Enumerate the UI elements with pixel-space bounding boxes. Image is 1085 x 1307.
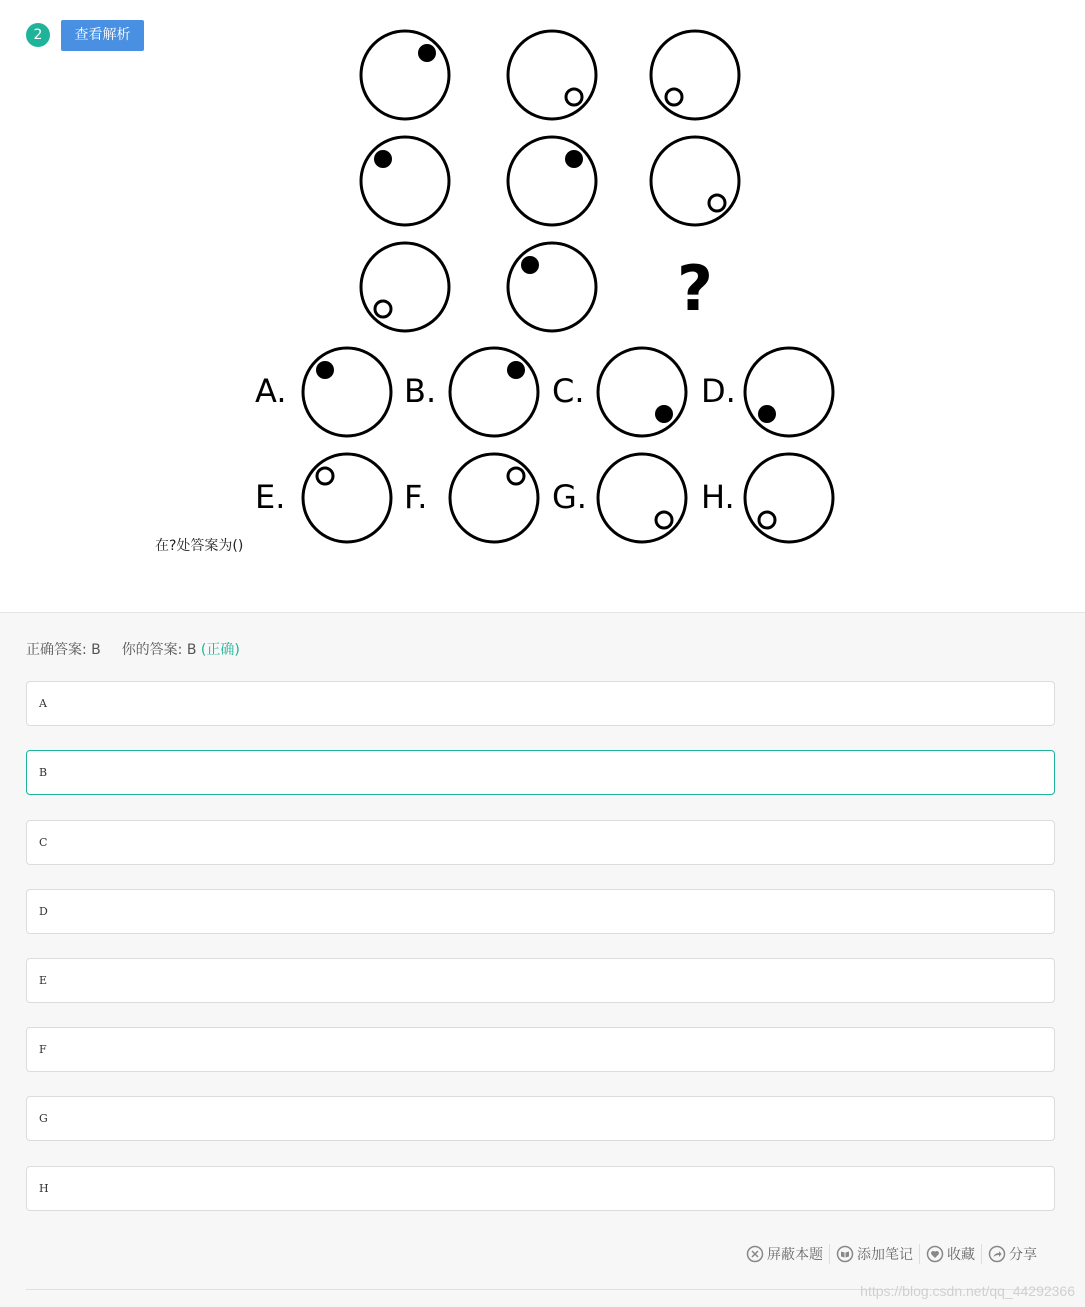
grid-dot-r2c2 bbox=[565, 150, 583, 168]
option-circle-h bbox=[745, 454, 833, 542]
option-dot-b bbox=[507, 361, 525, 379]
grid-dot-r3c2 bbox=[521, 256, 539, 274]
option-d[interactable]: D bbox=[26, 889, 1055, 934]
block-question-button[interactable] bbox=[740, 1244, 829, 1264]
your-answer-value: B bbox=[186, 642, 197, 658]
add-note-label: 添加笔记 bbox=[857, 1247, 913, 1263]
option-a[interactable]: A bbox=[26, 681, 1055, 726]
share-label: 分享 bbox=[1009, 1247, 1037, 1263]
option-circle-e bbox=[303, 454, 391, 542]
option-dot-g bbox=[656, 512, 672, 528]
grid-circle-r2c3 bbox=[651, 137, 739, 225]
option-dot-c bbox=[655, 405, 673, 423]
option-c[interactable]: C bbox=[26, 820, 1055, 865]
grid-circle-r2c1 bbox=[361, 137, 449, 225]
question-actions bbox=[740, 1244, 1043, 1264]
figure-option-label-c: C. bbox=[552, 372, 585, 410]
figure-option-label-f: F. bbox=[404, 478, 428, 516]
grid-dot-r1c3 bbox=[666, 89, 682, 105]
grid-dot-r3c1 bbox=[375, 301, 391, 317]
figure-option-label-g: G. bbox=[552, 478, 587, 516]
puzzle-figure bbox=[240, 20, 860, 550]
option-dot-d bbox=[758, 405, 776, 423]
grid-circle-r3c1 bbox=[361, 243, 449, 331]
option-dot-a bbox=[316, 361, 334, 379]
option-circle-b bbox=[450, 348, 538, 436]
grid-circle-r2c2 bbox=[508, 137, 596, 225]
view-analysis-button[interactable]: 查看解析 bbox=[61, 20, 144, 51]
grid-dot-r2c1 bbox=[374, 150, 392, 168]
option-e[interactable]: E bbox=[26, 958, 1055, 1003]
add-note-button[interactable] bbox=[830, 1244, 919, 1264]
figure-option-label-b: B. bbox=[404, 372, 437, 410]
close-circle-icon bbox=[746, 1245, 764, 1263]
option-dot-e bbox=[317, 468, 333, 484]
grid-circle-r1c1 bbox=[361, 31, 449, 119]
book-icon bbox=[836, 1245, 854, 1263]
grid-circle-r1c2 bbox=[508, 31, 596, 119]
grid-circle-r3c2 bbox=[508, 243, 596, 331]
figure-option-label-h: H. bbox=[701, 478, 735, 516]
option-h[interactable]: H bbox=[26, 1166, 1055, 1211]
option-circle-f bbox=[450, 454, 538, 542]
grid-question-mark: ? bbox=[677, 252, 713, 325]
watermark: https://blog.csdn.net/qq_44292366 bbox=[860, 1283, 1075, 1299]
answer-verdict: (正确) bbox=[200, 642, 240, 658]
question-stem: 在?处答案为() bbox=[155, 538, 244, 554]
favorite-label: 收藏 bbox=[947, 1247, 975, 1263]
grid-dot-r2c3 bbox=[709, 195, 725, 211]
option-circle-c bbox=[598, 348, 686, 436]
figure-option-label-e: E. bbox=[255, 478, 286, 516]
heart-icon bbox=[926, 1245, 944, 1263]
correct-answer-label: 正确答案: bbox=[26, 642, 87, 658]
your-answer-label: 你的答案: bbox=[121, 642, 183, 658]
grid-circle-r1c3 bbox=[651, 31, 739, 119]
option-circle-d bbox=[745, 348, 833, 436]
option-circle-g bbox=[598, 454, 686, 542]
share-button[interactable] bbox=[982, 1244, 1043, 1264]
block-question-label: 屏蔽本题 bbox=[767, 1247, 823, 1263]
option-g[interactable]: G bbox=[26, 1096, 1055, 1141]
option-circle-a bbox=[303, 348, 391, 436]
answer-section bbox=[0, 612, 1085, 1307]
option-dot-h bbox=[759, 512, 775, 528]
figure-option-label-d: D. bbox=[701, 372, 736, 410]
answer-result bbox=[26, 639, 240, 659]
figure-option-label-a: A. bbox=[255, 372, 287, 410]
question-number-badge: 2 bbox=[26, 23, 50, 47]
grid-dot-r1c2 bbox=[566, 89, 582, 105]
share-icon bbox=[988, 1245, 1006, 1263]
correct-answer-value: B bbox=[91, 642, 101, 658]
option-b[interactable]: B bbox=[26, 750, 1055, 795]
grid-dot-r1c1 bbox=[418, 44, 436, 62]
favorite-button[interactable] bbox=[920, 1244, 981, 1264]
option-dot-f bbox=[508, 468, 524, 484]
option-f[interactable]: F bbox=[26, 1027, 1055, 1072]
